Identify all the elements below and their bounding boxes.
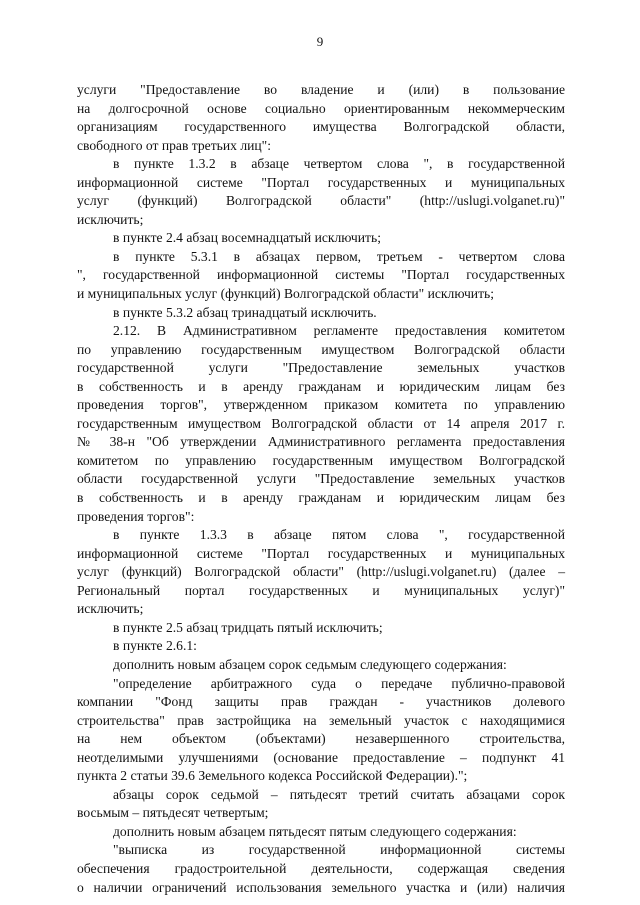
text-line: № 38-н "Об утверждении Административного регламента предоставления (77, 434, 565, 450)
text-line: ", государственной информационной системы "Портал государственных (77, 267, 565, 283)
text-line: "выписка из государственной информационной системы (113, 842, 565, 858)
text-line: и муниципальных услуг (функций) Волгоградской области" исключить; (77, 286, 494, 302)
text-line: абзацы сорок седьмой – пятьдесят третий считать абзацами сорок (113, 786, 565, 802)
text-line: в пункте 2.6.1: (113, 638, 197, 654)
text-line: свободного от прав третьих лиц": (77, 137, 271, 153)
text-line: государственной услуги "Предоставление земельных участков (77, 360, 565, 376)
text-line: по управлению государственным имуществом Волгоградской области (77, 341, 565, 357)
text-line: в пункте 5.3.2 абзац тринадцатый исключить. (113, 304, 377, 320)
text-line: на долгосрочной основе социально ориентированным некоммерческим (77, 100, 565, 116)
text-line: в пункте 2.5 абзац тридцать пятый исключить; (113, 619, 383, 635)
text-line: дополнить новым абзацем пятьдесят пятым следующего содержания: (113, 823, 517, 839)
text-line: неотделимыми улучшениями (основание предоставление – подпункт 41 (77, 749, 565, 765)
text-line: услуг (функций) Волгоградской области" (http://uslugi.volganet.ru)" (77, 193, 565, 209)
text-line: обеспечения градостроительной деятельности, содержащая сведения (77, 860, 565, 876)
text-line: о наличии ограничений использования земельного участка и (или) наличия (77, 879, 565, 895)
text-line: "определение арбитражного суда о передаче публично-правовой (113, 675, 565, 691)
text-line: информационной системе "Портал государственных и муниципальных (77, 174, 565, 190)
text-line: организациям государственного имущества Волгоградской области, (77, 119, 565, 135)
text-line: комитетом по управлению государственным имуществом Волгоградской (77, 452, 565, 468)
document-body (77, 81, 565, 897)
text-line: в собственность и в аренду гражданам и юридическим лицам без (77, 490, 565, 506)
text-line: строительства" прав застройщика на земельный участок с находящимися (77, 712, 565, 728)
text-line: услуг (функций) Волгоградской области" (http://uslugi.volganet.ru) (далее – (77, 564, 565, 580)
text-line: компании "Фонд защиты прав граждан - участников долевого (77, 694, 565, 710)
text-line: услуги "Предоставление во владение и (или) в пользование (77, 82, 565, 97)
text-line: исключить; (77, 601, 144, 617)
text-line: в пункте 5.3.1 в абзацах первом, третьем - четвертом слова (113, 248, 565, 264)
text-line: проведения торгов": (77, 508, 195, 524)
text-line: в пункте 2.4 абзац восемнадцатый исключить; (113, 230, 381, 246)
text-line: проведения торгов", утвержденном приказом комитета по управлению (77, 397, 565, 413)
text-line: в собственность и в аренду гражданам и юридическим лицам без (77, 378, 565, 394)
text-line: 2.12. В Административном регламенте предоставления комитетом (113, 323, 565, 339)
text-line: пункта 2 статьи 39.6 Земельного кодекса Российской Федерации)."; (77, 768, 468, 784)
text-line: государственным имуществом Волгоградской области от 14 апреля 2017 г. (77, 415, 565, 431)
text-line: на нем объектом (объектами) незавершенного строительства, (77, 731, 565, 747)
page-number: 9 (316, 34, 324, 49)
text-line: области государственной услуги "Предоставление земельных участков (77, 471, 565, 487)
text-line: информационной системе "Портал государственных и муниципальных (77, 545, 565, 561)
text-line: в пункте 1.3.2 в абзаце четвертом слова ", в государственной (113, 156, 565, 172)
text-line: восьмым – пятьдесят четвертым; (77, 805, 269, 821)
text-line: исключить; (77, 211, 144, 227)
text-line: дополнить новым абзацем сорок седьмым следующего содержания: (113, 656, 507, 672)
text-line: в пункте 1.3.3 в абзаце пятом слова ", государственной (113, 527, 565, 543)
text-line: Региональный портал государственных и муниципальных услуг)" (77, 582, 565, 598)
